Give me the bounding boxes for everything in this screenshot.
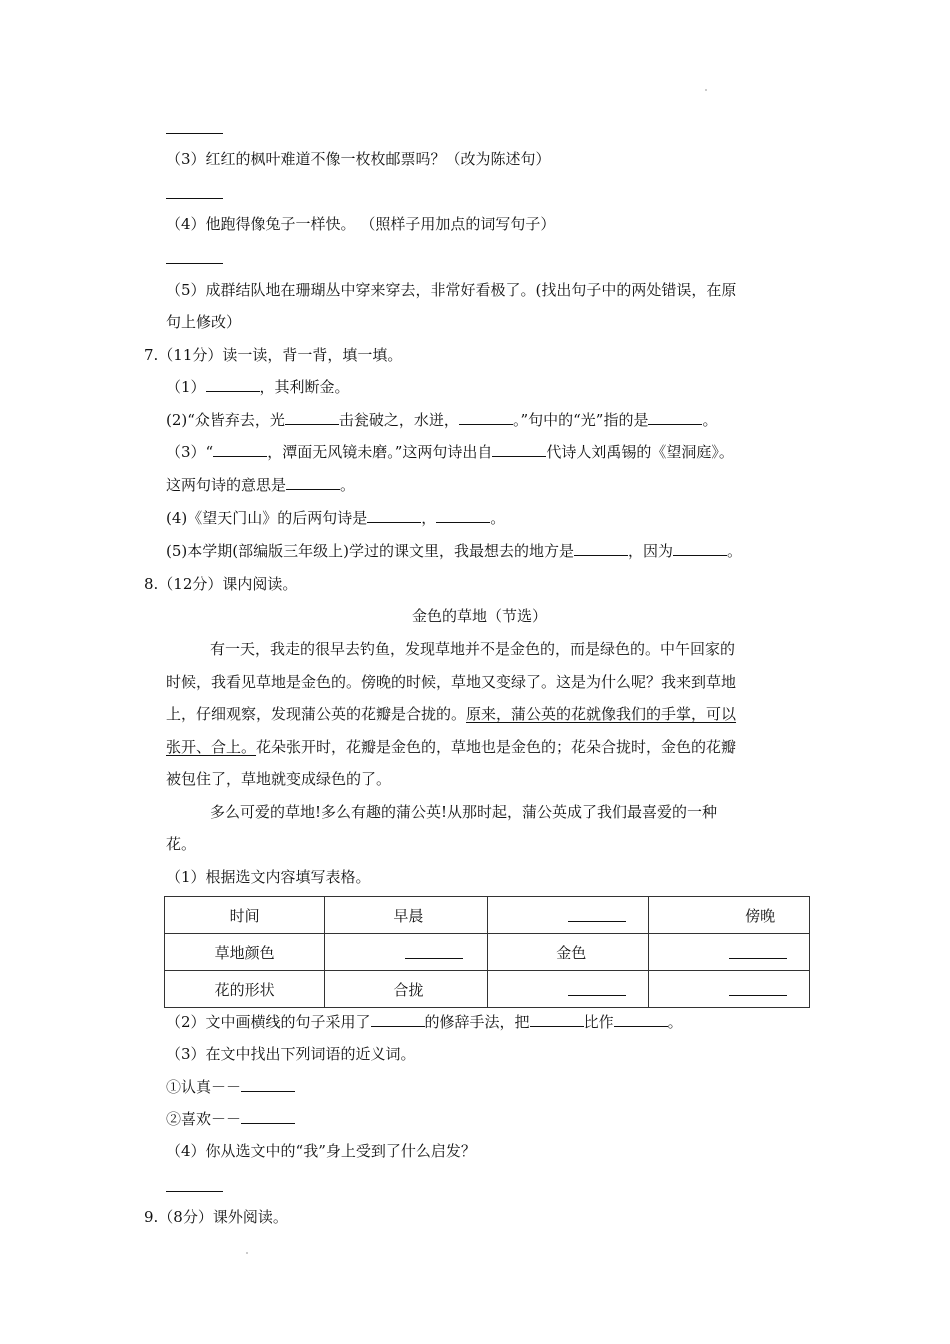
fill-blank[interactable] (285, 410, 339, 425)
q7-sub4 (166, 508, 505, 528)
q8-header: 8.（12分）课内阅读。 (144, 575, 298, 593)
q8-syn2-label: ②喜欢－－ (166, 1110, 242, 1128)
q8-sub2 (166, 1012, 683, 1032)
table-cell: 草地颜色 (165, 934, 325, 971)
q7-sub5-a: (5)本学期(部编版三年级上)学过的课文里，我最想去的地方是 (166, 542, 574, 560)
q8-syn1 (166, 1077, 295, 1097)
q8-sub4: （4）你从选文中的“我”身上受到了什么启发？ (166, 1142, 476, 1160)
q7-sub3-a: （3）“ (166, 443, 214, 461)
table-cell (649, 897, 810, 934)
q6-sub4: （4）他跑得像兔子一样快。 （照样子用加点的词写句子） (166, 215, 556, 233)
fill-blank[interactable] (574, 541, 628, 556)
q7-sub5-b: ，因为 (627, 542, 673, 560)
table-cell: 花的形状 (165, 971, 325, 1008)
q7-sub3-cont (166, 475, 355, 495)
q7-sub4-b: ， (421, 509, 437, 527)
q7-sub3-d: 这两句诗的意思是 (166, 476, 287, 494)
q7-sub1 (166, 377, 350, 397)
fill-blank[interactable] (213, 442, 267, 457)
q7-sub4-a: (4)《望天门山》的后两句诗是 (166, 509, 368, 527)
table-cell (325, 897, 488, 934)
passage-p1-line3-a: 上，仔细观察，发现蒲公英的花瓣是合拢的。 (166, 705, 467, 723)
q6-sub5-line1: （5）成群结队地在珊瑚丛中穿来穿去，非常好看极了。(找出句子中的两处错误，在原 (166, 281, 737, 299)
fill-blank[interactable] (729, 942, 787, 959)
q7-sub1-a: （1） (166, 378, 206, 396)
fill-blank[interactable] (241, 1109, 295, 1124)
table-cell (488, 934, 649, 971)
table-row (165, 971, 810, 1008)
table-cell-text: 合拢 (393, 980, 424, 999)
q7-sub5 (166, 541, 742, 561)
answer-line-6-3[interactable] (166, 198, 223, 199)
passage-p1-line3 (166, 704, 736, 724)
q8-sub1: （1）根据选文内容填写表格。 (166, 868, 371, 886)
q7-sub3-e: 。 (340, 476, 356, 494)
fill-blank[interactable] (286, 475, 340, 490)
fill-table (164, 896, 810, 1008)
q8-syn1-label: ①认真－－ (166, 1078, 242, 1096)
q7-sub3-c: 代诗人刘禹锡的《望洞庭》。 (546, 443, 734, 461)
q7-sub2-b: 击瓮破之，水迸， (338, 411, 459, 429)
table-row (165, 934, 810, 971)
table-cell[interactable] (649, 934, 810, 971)
q8-sub2-b: 的修辞手法，把 (424, 1013, 530, 1031)
q7-sub2-c: 。”句中的“光”指的是 (512, 411, 649, 429)
underlined-sentence: 原来，蒲公英的花就像我们的手掌，可以 (466, 705, 737, 723)
table-cell-text: 金色 (556, 943, 587, 962)
fill-blank[interactable] (673, 541, 727, 556)
q7-sub2-a: (2)“众皆弃去，光 (166, 411, 285, 429)
q8-sub2-c: 比作 (583, 1013, 614, 1031)
q7-sub3-b: ，潭面无风镜未磨。”这两句诗出自 (267, 443, 493, 461)
q7-sub3 (166, 442, 734, 462)
underlined-sentence-end: 张开、合上。 (166, 738, 257, 756)
q6-sub5-line2: 句上修改） (166, 313, 242, 331)
passage-p1-line5: 被包住了，草地就变成绿色的了。 (166, 770, 392, 788)
passage-title: 金色的草地（节选） (412, 607, 548, 625)
fill-blank[interactable] (436, 508, 490, 523)
fill-blank[interactable] (371, 1012, 425, 1027)
answer-line-6-4[interactable] (166, 263, 223, 264)
answer-line-6-2[interactable] (166, 133, 223, 134)
fill-blank[interactable] (568, 979, 626, 996)
q7-sub4-c: 。 (490, 509, 506, 527)
fill-blank[interactable] (459, 410, 513, 425)
fill-blank[interactable] (206, 377, 260, 392)
q7-sub2-d: 。 (702, 411, 718, 429)
passage-p1-line4-b: 花朵张开时，花瓣是金色的，草地也是金色的；花朵合拢时，金色的花瓣 (256, 738, 737, 756)
q7-header: 7.（11分）读一读，背一背，填一填。 (144, 346, 403, 364)
q8-sub3: （3）在文中找出下列词语的近义词。 (166, 1045, 416, 1063)
q8-syn2 (166, 1109, 295, 1129)
fill-blank[interactable] (648, 410, 702, 425)
table-cell: 时间 (165, 897, 325, 934)
table-cell[interactable] (325, 934, 488, 971)
table-row (165, 897, 810, 934)
fill-blank[interactable] (241, 1077, 295, 1092)
q9-header: 9.（8分）课外阅读。 (144, 1208, 288, 1226)
scan-dot-bottom (246, 1252, 248, 1254)
q8-sub2-a: （2）文中画横线的句子采用了 (166, 1013, 371, 1031)
fill-blank[interactable] (367, 508, 421, 523)
fill-blank[interactable] (614, 1012, 668, 1027)
q7-sub1-b: ，其利断金。 (259, 378, 350, 396)
answer-line-8-4[interactable] (166, 1191, 223, 1192)
fill-blank[interactable] (405, 942, 463, 959)
fill-blank[interactable] (492, 442, 546, 457)
fill-blank[interactable] (729, 979, 787, 996)
passage-p1-line4 (166, 737, 736, 757)
scan-dot-top (705, 89, 707, 91)
fill-blank[interactable] (530, 1012, 584, 1027)
passage-p1-line2: 时候，我看见草地是金色的。傍晚的时候，草地又变绿了。这是为什么呢？我来到草地 (166, 673, 737, 691)
fill-blank[interactable] (568, 905, 626, 922)
q7-sub2 (166, 410, 717, 430)
table-cell[interactable] (649, 971, 810, 1008)
table-cell-text: 傍晚 (745, 906, 776, 925)
table-cell-text: 早晨 (393, 906, 424, 925)
table-cell[interactable] (488, 897, 649, 934)
q8-sub2-d: 。 (667, 1013, 683, 1031)
q6-sub3: （3）红红的枫叶难道不像一枚枚邮票吗？（改为陈述句） (166, 150, 551, 168)
table-cell (325, 971, 488, 1008)
passage-p2-line2: 花。 (166, 835, 197, 853)
passage-p2-line1: 多么可爱的草地!多么有趣的蒲公英!从那时起，蒲公英成了我们最喜爱的一种 (210, 803, 718, 821)
passage-p1-line1: 有一天，我走的很早去钓鱼，发现草地并不是金色的，而是绿色的。中午回家的 (210, 640, 736, 658)
table-cell[interactable] (488, 971, 649, 1008)
q7-sub5-c: 。 (726, 542, 742, 560)
